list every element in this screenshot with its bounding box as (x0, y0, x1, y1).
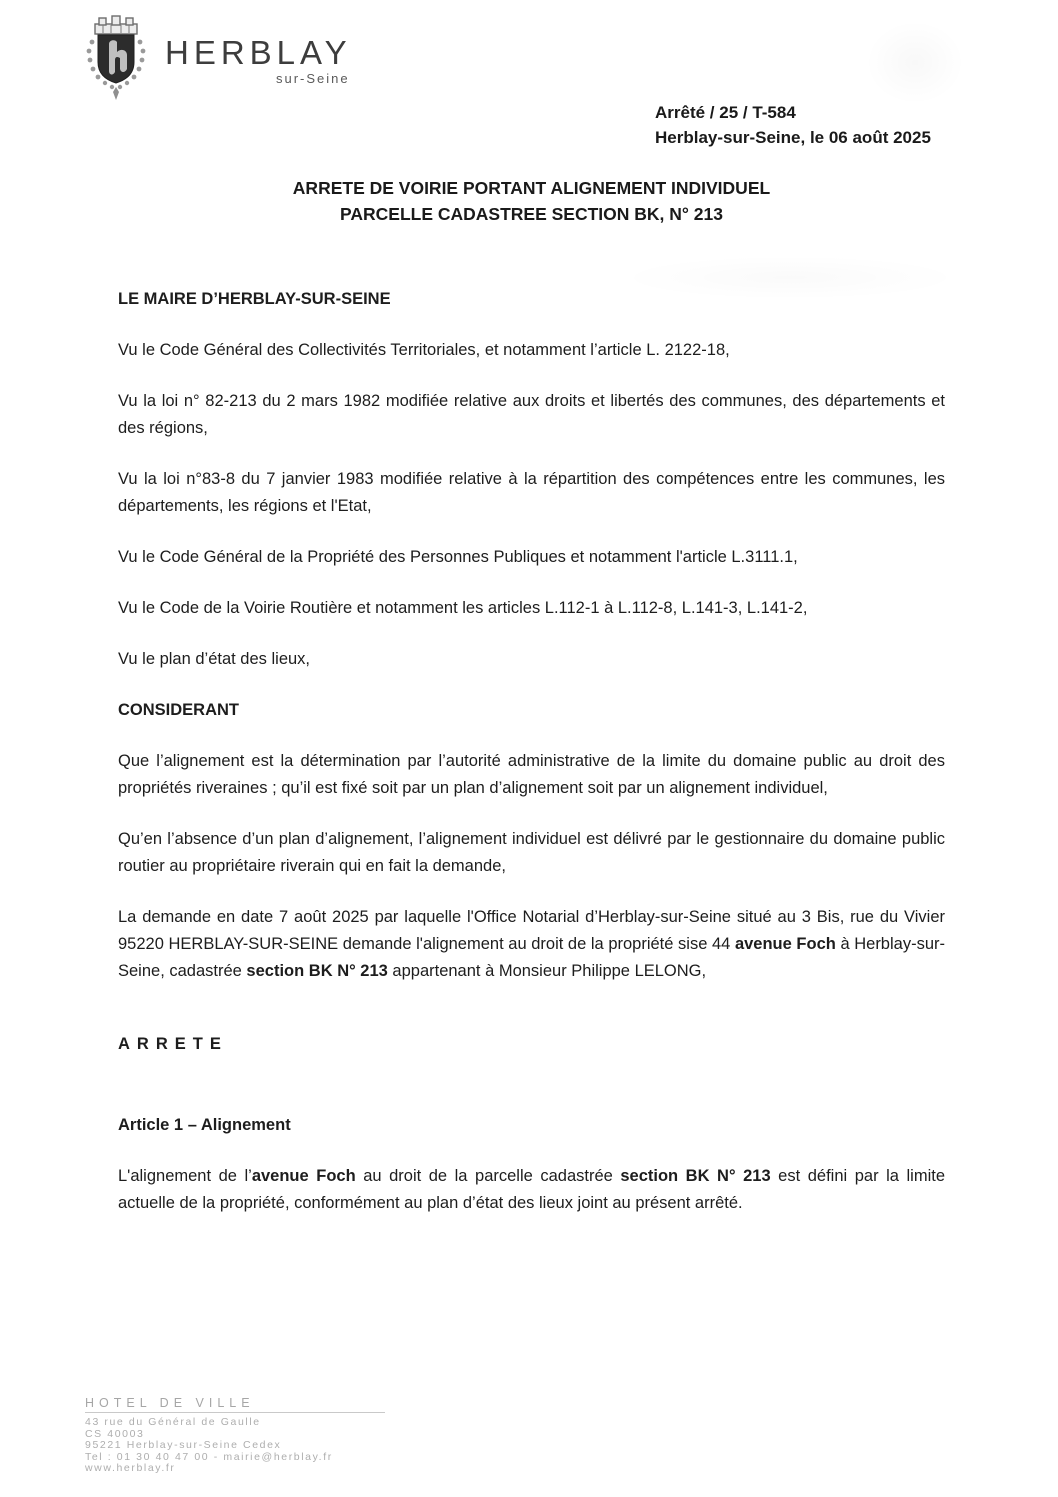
article1-heading: Article 1 – Alignement (118, 1116, 291, 1134)
vu-paragraph-6: Vu le plan d’état des lieux, (118, 650, 311, 668)
vu-paragraph-2: Vu la loi n° 82-213 du 2 mars 1982 modifiée relative aux droits et libertés des communes, des départements et des régions, (118, 392, 945, 437)
footer-address-cs: CS 40003 (85, 1427, 145, 1440)
considerant-heading: CONSIDERANT (118, 701, 240, 719)
city-logo (85, 14, 352, 107)
considerant-paragraph-2: Qu’en l’absence d’un plan d’alignement, l’alignement individuel est délivré par le gestionnaire du domaine public routier au propriétaire riverain qui en fait la demande, (118, 830, 945, 875)
vu-paragraph-1: Vu le Code Général des Collectivités Territoriales, et notamment l’article L. 2122-18, (118, 341, 730, 359)
article1-paragraph: L'alignement de l’avenue Foch au droit de la parcelle cadastrée section BK N° 213 est défini par la limite actuelle de la propriété, conformément au plan d’état des lieux joint au présent arrêté. (118, 1167, 946, 1212)
footer-website: www.herblay.fr (85, 1462, 176, 1474)
considerant-paragraph-1: Que l’alignement est la détermination par l’autorité administrative de la limite du domaine public au droit des propriétés riveraines ; qu’il est fixé soit par un plan d’alignement soit par un alignement individuel, (118, 752, 945, 797)
scan-smudge (865, 20, 965, 105)
title-line-2: PARCELLE CADASTREE SECTION BK, N° 213 (340, 204, 723, 224)
vu-paragraph-4: Vu le Code Général de la Propriété des Personnes Publiques et notamment l'article L.3111.1, (118, 548, 798, 566)
arrete-heading: ARRETE (118, 1035, 228, 1053)
place-and-date: Herblay-sur-Seine, le 06 août 2025 (655, 128, 931, 147)
document-body (118, 286, 945, 1241)
logo-city-subtitle: sur-Seine (275, 71, 350, 86)
opening-heading: LE MAIRE D’HERBLAY-SUR-SEINE (118, 290, 391, 308)
footer-address-city: 95221 Herblay-sur-Seine Cedex (85, 1439, 282, 1451)
document-title (118, 175, 945, 227)
vu-paragraph-3: Vu la loi n°83-8 du 7 janvier 1983 modifiée relative à la répartition des compétences entre les communes, les départements, les régions et l'Etat, (118, 470, 945, 515)
logo-city-name: HERBLAY (165, 34, 352, 71)
arrete-reference: Arrêté / 25 / T-584 (655, 103, 796, 122)
footer-hotel-de-ville: HOTEL DE VILLE (85, 1396, 385, 1413)
footer-contact: Tel : 01 30 40 47 00 - mairie@herblay.fr (85, 1450, 333, 1463)
city-crest-icon (85, 14, 147, 107)
reference-block (655, 100, 931, 150)
footer-address-street: 43 rue du Général de Gaulle (85, 1416, 261, 1428)
title-line-1: ARRETE DE VOIRIE PORTANT ALIGNEMENT INDIVIDUEL (292, 178, 771, 198)
footer-block (85, 1396, 385, 1475)
vu-paragraph-5: Vu le Code de la Voirie Routière et notamment les articles L.112-1 à L.112-8, L.141-3, L.141-2, (118, 599, 808, 617)
demande-paragraph: La demande en date 7 août 2025 par laquelle l'Office Notarial d’Herblay-sur-Seine situé au 3 Bis, rue du Vivier 95220 HERBLAY-SUR-SEINE demande l'alignement au droit de la propriété sise 44 avenue Foch à Herblay-sur-Seine, cadastrée section BK N° 213 appartenant à Monsieur Philippe LELONG, (118, 908, 945, 980)
